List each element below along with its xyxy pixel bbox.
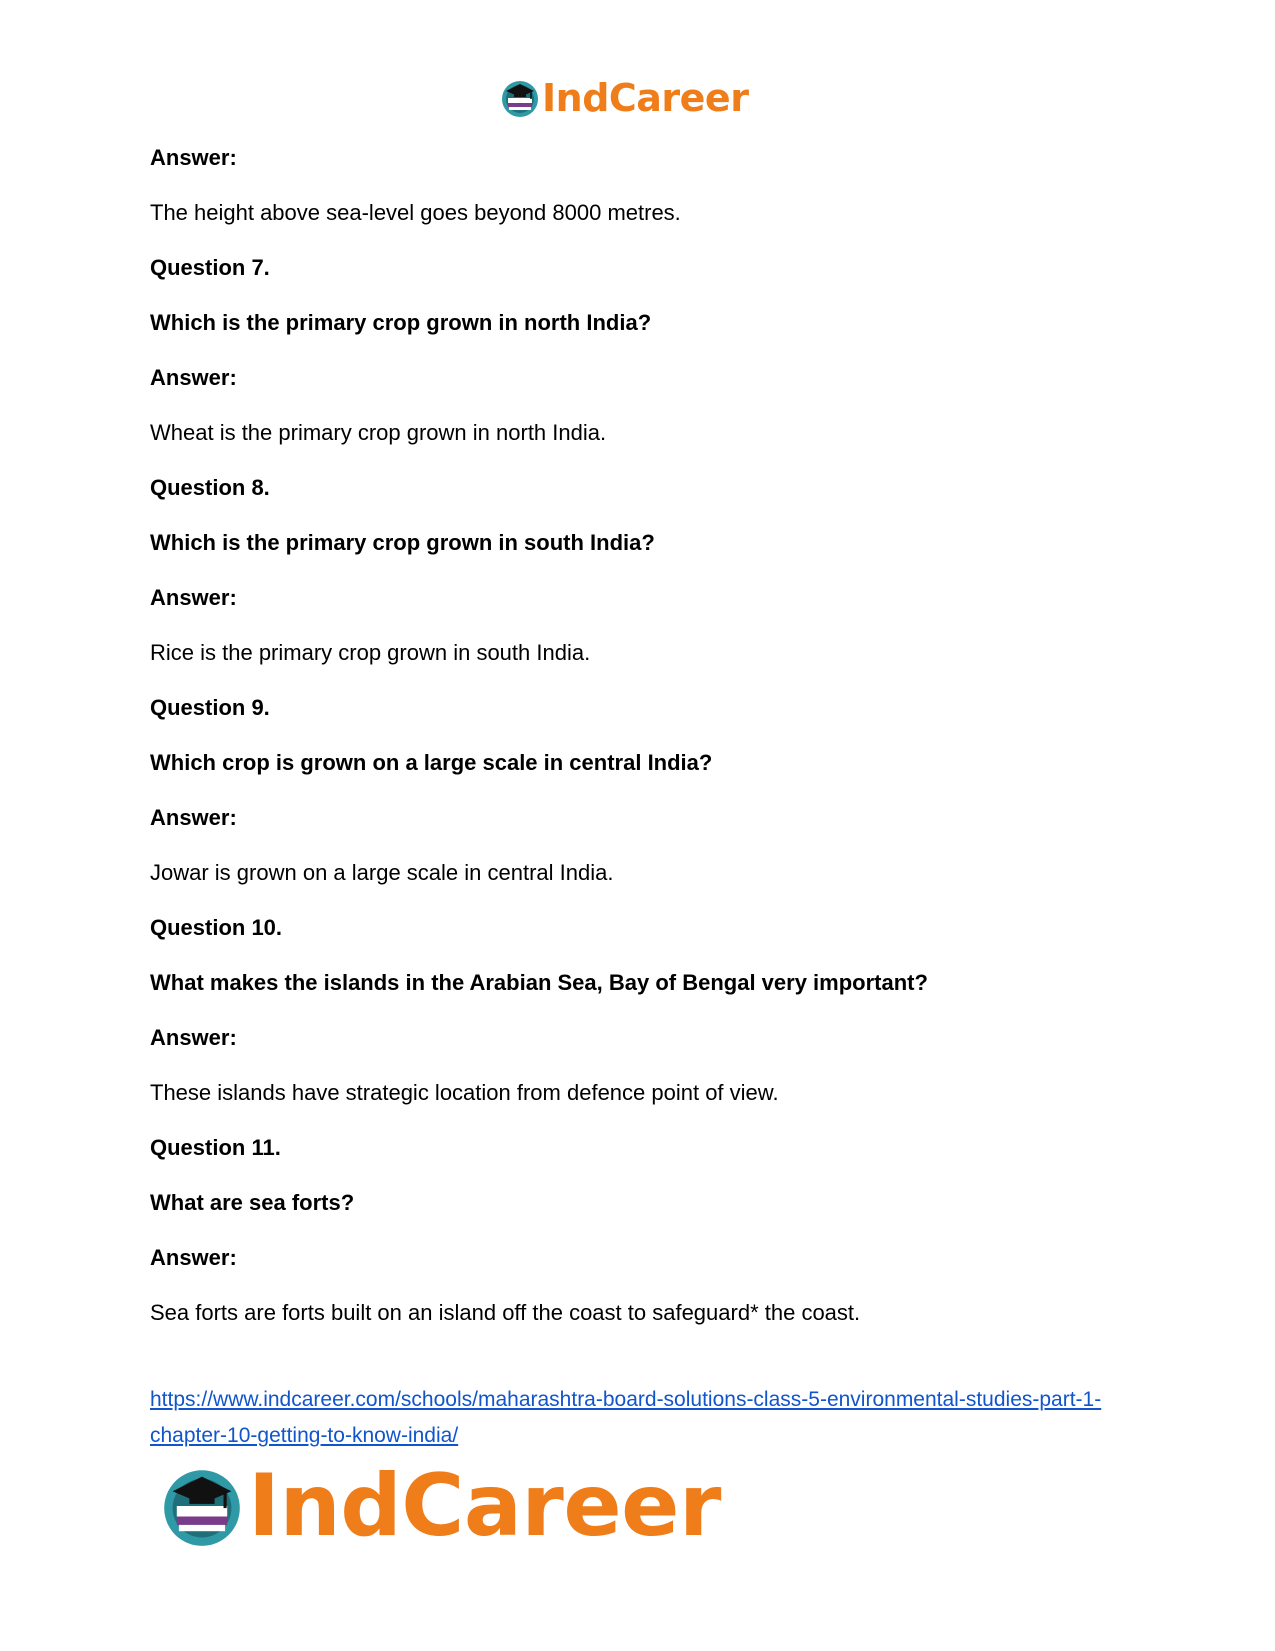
question-number: Question 10. [150,915,283,940]
question-number: Question 9. [150,695,270,720]
question-number: Question 11. [150,1135,281,1160]
source-link[interactable]: https://www.indcareer.com/schools/maharashtra-board-solutions-class-5-environmental-studies-part-1-chapter-10-getting-to-know-india/ [150,1388,1102,1447]
graduation-cap-books-icon [160,1464,244,1548]
answer-label: Answer: [150,805,237,830]
question-text: What makes the islands in the Arabian Sea, Bay of Bengal very important? [150,970,928,995]
question-text: Which crop is grown on a large scale in central India? [150,750,713,775]
graduation-cap-books-icon [500,78,540,118]
header-logo [500,78,748,118]
answer-text: Jowar is grown on a large scale in central India. [150,860,614,885]
answer-label: Answer: [150,145,237,170]
answer-text: These islands have strategic location from defence point of view. [150,1080,779,1105]
answer-text: Wheat is the primary crop grown in north India. [150,420,607,445]
question-number: Question 8. [150,475,270,500]
answer-text: Rice is the primary crop grown in south India. [150,640,591,665]
footer-logo [160,1456,721,1556]
answer-text: The height above sea-level goes beyond 8000 metres. [150,200,681,225]
question-text: What are sea forts? [150,1190,355,1215]
footer-logo-text: IndCareer [248,1456,721,1556]
qa-content [150,143,1140,1353]
header-logo-text: IndCareer [542,76,749,120]
answer-label: Answer: [150,365,237,390]
question-text: Which is the primary crop grown in north India? [150,310,652,335]
answer-label: Answer: [150,585,237,610]
answer-text: Sea forts are forts built on an island off the coast to safeguard* the coast. [150,1300,861,1325]
answer-label: Answer: [150,1025,237,1050]
question-text: Which is the primary crop grown in south India? [150,530,655,555]
question-number: Question 7. [150,255,270,280]
answer-label: Answer: [150,1245,237,1270]
